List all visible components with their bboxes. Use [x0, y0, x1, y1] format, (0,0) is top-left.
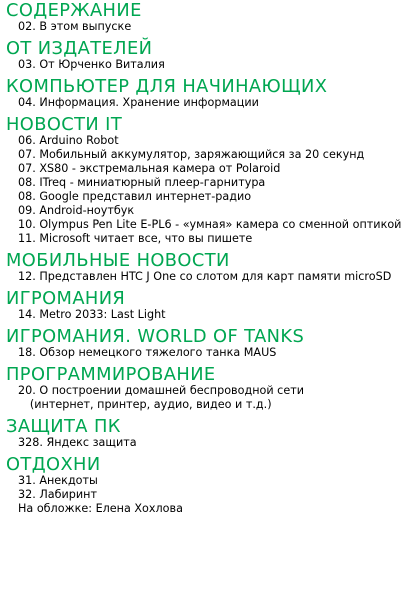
list-item: 31. Анекдоты	[18, 474, 98, 487]
section-heading: МОБИЛЬНЫЕ НОВОСТИ	[6, 250, 230, 271]
list-item: 11. Microsoft читает все, что вы пишете	[18, 232, 253, 245]
list-item: 12. Представлен HTC J One со слотом для карт памяти microSD	[18, 270, 392, 283]
list-item: 07. XS80 - экстремальная камера от Polaroid	[18, 162, 281, 175]
list-item: 06. Arduino Robot	[18, 134, 119, 147]
section-heading: ИГРОМАНИЯ	[6, 288, 126, 309]
list-item: 04. Информация. Хранение информации	[18, 96, 259, 109]
section-computer-for-beginners	[6, 78, 413, 110]
list-item: 20. О построении домашней беспроводной сети	[18, 384, 305, 397]
section-heading: ЗАЩИТА ПК	[6, 416, 121, 437]
section-relax	[6, 456, 413, 516]
section-items	[6, 474, 413, 516]
section-items	[6, 436, 413, 450]
list-item: 32. Лабиринт	[18, 488, 97, 501]
list-item: 07. Мобильный аккумулятор, заряжающийся за 20 секунд	[18, 148, 365, 161]
list-item: 08. ITreq - миниатюрный плеер-гарнитура	[18, 176, 266, 189]
list-item: 18. Обзор немецкого тяжелого танка MAUS	[18, 346, 277, 359]
section-items	[6, 270, 413, 284]
list-item: 10. Olympus Pen Lite E-PL6 - «умная» камера со сменной оптикой	[18, 218, 402, 231]
section-items	[6, 346, 413, 360]
list-item: 14. Metro 2033: Last Light	[18, 308, 166, 321]
section-pc-protection	[6, 418, 413, 450]
section-items	[6, 134, 413, 246]
section-contents	[6, 2, 413, 34]
section-heading: ОТДОХНИ	[6, 454, 101, 475]
section-mobile-news	[6, 252, 413, 284]
section-heading: ОТ ИЗДАТЕЛЕЙ	[6, 38, 153, 59]
section-gaming	[6, 290, 413, 322]
list-item: На обложке: Елена Хохлова	[18, 502, 183, 515]
list-item: 02. В этом выпуске	[18, 20, 132, 33]
section-heading: НОВОСТИ IT	[6, 114, 123, 135]
section-items	[6, 96, 413, 110]
list-item-continuation: (интернет, принтер, аудио, видео и т.д.)	[29, 398, 272, 411]
section-items	[6, 384, 413, 412]
section-items	[6, 20, 413, 34]
section-heading: ПРОГРАММИРОВАНИЕ	[6, 364, 216, 385]
list-item: 328. Яндекс защита	[18, 436, 137, 449]
section-items	[6, 308, 413, 322]
section-from-publishers	[6, 40, 413, 72]
section-heading: КОМПЬЮТЕР ДЛЯ НАЧИНАЮЩИХ	[6, 76, 328, 97]
list-item: 08. Google представил интернет-радио	[18, 190, 252, 203]
section-it-news	[6, 116, 413, 246]
section-programming	[6, 366, 413, 412]
section-gaming-world-of-tanks	[6, 328, 413, 360]
list-item: 09. Android-ноутбук	[18, 204, 135, 217]
section-heading: ИГРОМАНИЯ. WORLD OF TANKS	[6, 326, 305, 347]
list-item: 03. От Юрченко Виталия	[18, 58, 165, 71]
section-heading: СОДЕРЖАНИЕ	[6, 0, 142, 21]
section-items	[6, 58, 413, 72]
